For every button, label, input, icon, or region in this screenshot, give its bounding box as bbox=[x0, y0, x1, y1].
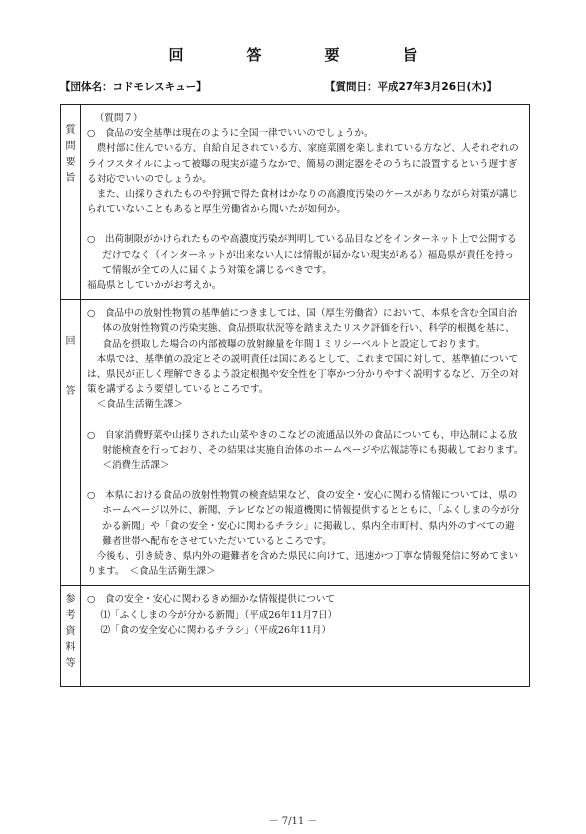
question-content bbox=[81, 105, 530, 300]
reference-label-cell bbox=[61, 586, 81, 687]
answer-content bbox=[81, 300, 530, 586]
reference-item: ○ 食の安全・安心に関わるきめ細かな情報提供について bbox=[87, 594, 336, 606]
reference-label-char: 等 bbox=[65, 658, 76, 670]
question-date: 【質問日：平成27年3月26日(木)】 bbox=[325, 81, 498, 93]
page-number: － 7/11 － bbox=[268, 816, 318, 827]
reference-content bbox=[81, 586, 530, 687]
question-paragraph: また、山採りされたものや狩猟で得た食材はかなりの高濃度汚染のケースがありながら対策が講じられていないこともあると厚生労働省から聞いたが如何か。 bbox=[87, 189, 519, 216]
question-label-char: 要 bbox=[65, 157, 76, 168]
reference-item: ⑴「ふくしまの今が分かる新聞」（平成26年11月7日） bbox=[100, 609, 338, 621]
answer-label-char: 回 bbox=[65, 336, 76, 348]
answer-label-cell bbox=[61, 300, 81, 586]
question-number: （質問７） bbox=[94, 113, 143, 124]
question-label-char: 問 bbox=[65, 141, 76, 152]
question-label-cell bbox=[61, 105, 81, 300]
question-label-char: 質 bbox=[65, 125, 76, 136]
answer-paragraph: 本県では、基準値の設定とその説明責任は国にあるとして、これまで国に対して、基準値については、県民が正しく理解できるよう設定根拠や安全性を丁寧かつ分かりやすく説明するなど、万全の対策を講ずるよう要望しているところです。 bbox=[87, 353, 519, 396]
group-name: 【団体名：コドモレスキュー】 bbox=[60, 81, 207, 93]
reference-label-char: 料 bbox=[65, 642, 76, 654]
answer-summary-table bbox=[60, 104, 530, 687]
question-label-char: 旨 bbox=[65, 173, 76, 184]
reference-label-char: 考 bbox=[65, 610, 76, 622]
question-paragraph: 福島県としていかがお考えか。 bbox=[87, 280, 222, 292]
question-paragraph: ○ 食品の安全基準は現在のように全国一律でいいのでしょうか。 bbox=[87, 128, 374, 140]
page-title: 回 答 要 旨 bbox=[168, 46, 442, 64]
question-row bbox=[61, 105, 530, 300]
reference-row bbox=[61, 586, 530, 687]
answer-row bbox=[61, 300, 530, 586]
reference-item: ⑵「食の安全安心に関わるチラシ」（平成26年11月） bbox=[100, 624, 332, 636]
reference-label-char: 参 bbox=[65, 594, 76, 606]
answer-label-char: 答 bbox=[65, 386, 76, 398]
question-paragraph: 農村部に住んでいる方、自給自足されている方、家庭菜園を楽しまれている方など、人それぞれのライフスタイルによって被曝の現実が違うなかで、簡易の測定器をそのうちに設置するという遅すぎる対応でいいのでしょうか。 bbox=[87, 143, 519, 185]
answer-paragraph: ○ 本県における食品の放射性物質の検査結果など、食の安全・安心に関わる情報については、県のホームページ以外に、新聞、テレビなどの報道機関に情報提供するとともに、「ふくしまの今が分かる新聞」や「食の安全・安心に関わるチラシ」に掲載し、県内全市町村、県内外のすべての避難者世帯へ配布をさせていただいているところです。 bbox=[87, 490, 520, 547]
reference-label-char: 資 bbox=[65, 626, 76, 638]
answer-paragraph: ○ 食品中の放射性物質の基準値につきましては、国（厚生労働省）において、本県を含む全国自治体の放射性物質の汚染実態、食品摂取状況等を踏まえたリスク評価を行い、科学的根拠を基に、食品を摂取した場合の内部被曝の放射線量を年間１ミリシーベルトと設定しております。 bbox=[87, 308, 518, 350]
answer-paragraph: 今後も、引き続き、県内外の避難者を含めた県民に向けて、迅速かつ丁寧な情報発信に努めてまいります。 ＜食品生活衛生課＞ bbox=[87, 551, 519, 578]
question-paragraph: ○ 出荷制限がかけられたものや高濃度汚染が判明している品目などをインターネット上で公開するだけでなく（インターネットが出来ない人には情報が届かない現実がある）福島県が責任を持って情報が全ての人に届くよう対策を講じるべきです。 bbox=[87, 234, 517, 276]
answer-paragraph: ○ 自家消費野菜や山採りされた山菜やきのこなどの流通品以外の食品についても、申込制による放射能検査を行っており、その結果は実施自治体のホームページや広報誌等にも掲載しております。 ＜消費生活課＞ bbox=[87, 429, 529, 472]
answer-department: ＜食品生活衛生課＞ bbox=[96, 399, 183, 411]
